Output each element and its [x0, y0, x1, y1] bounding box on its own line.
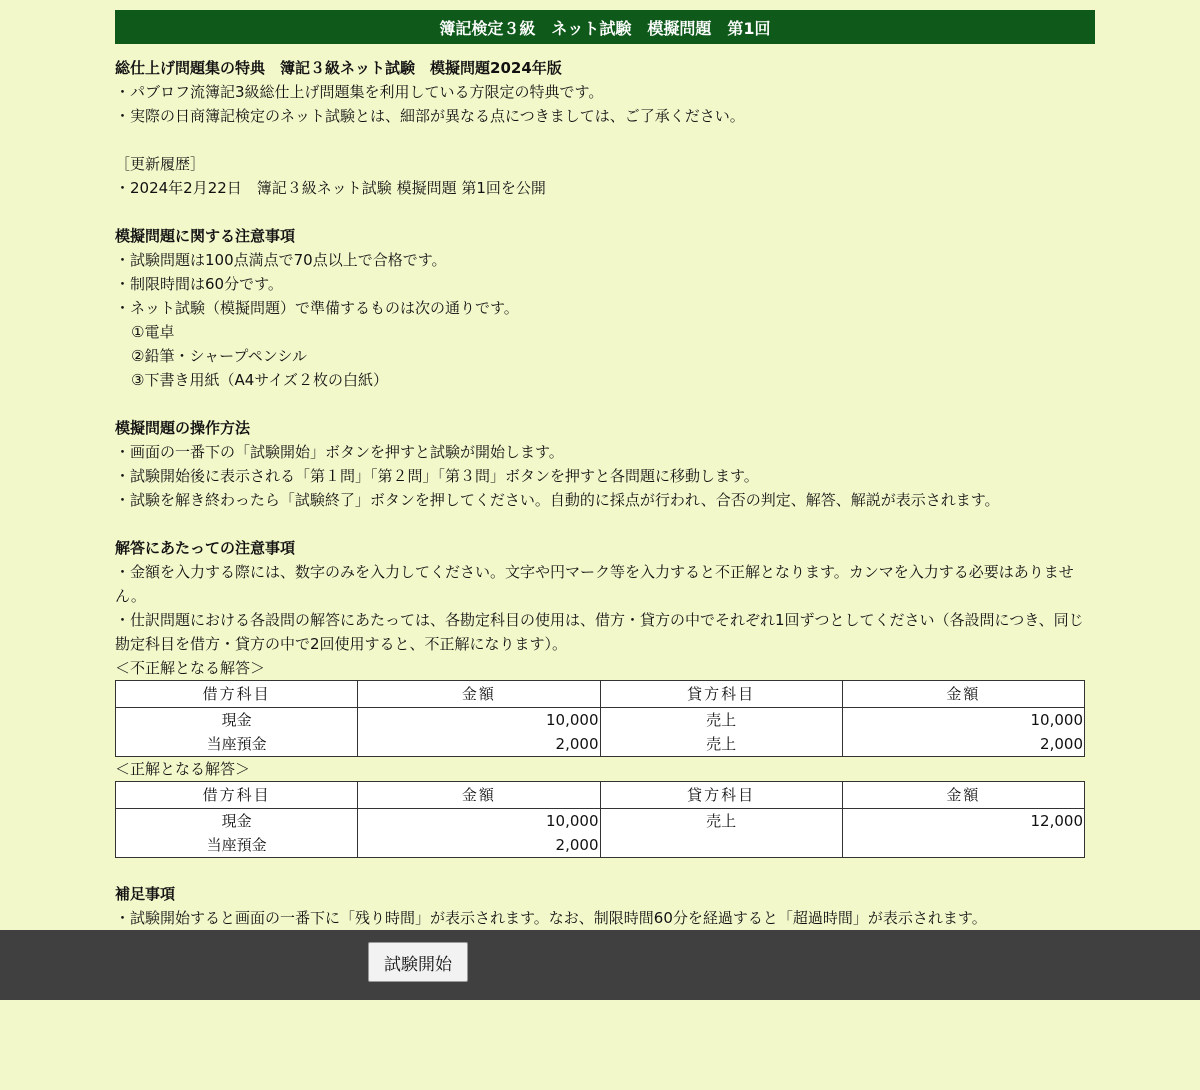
intro-line: ・パブロフ流簿記3級総仕上げ問題集を利用している方限定の特典です。 — [115, 83, 604, 101]
notes-line: ・試験問題は100点満点で70点以上で合格です。 — [115, 251, 447, 269]
table-row — [116, 708, 1085, 757]
operation-line: ・試験を解き終わったら「試験終了」ボタンを押してください。自動的に採点が行われ、合否の判定、解答、解説が表示されます。 — [115, 491, 1000, 509]
header-debit-amount: 金額 — [358, 782, 600, 809]
supplement-heading: 補足事項 — [115, 885, 176, 903]
credit-amount: 10,000 — [1030, 711, 1083, 729]
prep-item: ①電卓 — [131, 323, 175, 341]
credit-amounts-cell — [842, 809, 1084, 858]
header-debit-account: 借方科目 — [116, 681, 358, 708]
incorrect-answer-table — [115, 680, 1085, 757]
credit-accounts-cell — [600, 809, 842, 858]
debit-account: 現金 — [221, 711, 252, 729]
header-credit-account: 貸方科目 — [600, 681, 842, 708]
debit-amount: 10,000 — [546, 711, 599, 729]
page-title: 簿記検定３級 ネット試験 模擬問題 第1回 — [115, 10, 1095, 44]
page — [115, 10, 1095, 930]
credit-amount: 12,000 — [1030, 812, 1083, 830]
credit-accounts-cell — [600, 708, 842, 757]
notes-heading: 模擬問題に関する注意事項 — [115, 227, 296, 245]
notes-line: ・制限時間は60分です。 — [115, 275, 283, 293]
credit-amounts-cell — [842, 708, 1084, 757]
operation-heading: 模擬問題の操作方法 — [115, 419, 251, 437]
table-row — [116, 809, 1085, 858]
answer-notes-heading: 解答にあたっての注意事項 — [115, 539, 296, 557]
header-credit-amount: 金額 — [842, 782, 1084, 809]
credit-account: 売上 — [706, 812, 737, 830]
header-credit-amount: 金額 — [842, 681, 1084, 708]
debit-accounts-cell — [116, 708, 358, 757]
correct-label: ＜正解となる解答＞ — [115, 760, 251, 778]
debit-amount: 2,000 — [555, 836, 599, 854]
debit-account: 当座預金 — [206, 735, 267, 753]
operation-line: ・画面の一番下の「試験開始」ボタンを押すと試験が開始します。 — [115, 443, 564, 461]
incorrect-label: ＜不正解となる解答＞ — [115, 659, 266, 677]
answer-notes-line: ・仕訳問題における各設問の解答にあたっては、各勘定科目の使用は、借方・貸方の中でそれぞれ1回ずつとしてください（各設問につき、同じ勘定科目を借方・貸方の中で2回使用すると、不正解になります）。 — [115, 611, 1084, 653]
credit-amount: 2,000 — [1040, 735, 1083, 753]
debit-amounts-cell — [358, 708, 600, 757]
credit-account: 売上 — [706, 735, 737, 753]
history-heading: ［更新履歴］ — [115, 155, 206, 173]
start-exam-button[interactable]: 試験開始 — [368, 942, 468, 982]
intro-line: ・実際の日商簿記検定のネット試験とは、細部が異なる点につきましては、ご了承ください。 — [115, 107, 745, 125]
debit-accounts-cell — [116, 809, 358, 858]
notes-line: ・ネット試験（模擬問題）で準備するものは次の通りです。 — [115, 299, 519, 317]
header-debit-account: 借方科目 — [116, 782, 358, 809]
debit-amounts-cell — [358, 809, 600, 858]
header-debit-amount: 金額 — [358, 681, 600, 708]
credit-account: 売上 — [706, 711, 737, 729]
header-credit-account: 貸方科目 — [600, 782, 842, 809]
main-content — [115, 56, 1095, 930]
supplement-line: ・試験開始すると画面の一番下に「残り時間」が表示されます。なお、制限時間60分を経過すると「超過時間」が表示されます。 — [115, 909, 987, 927]
operation-line: ・試験開始後に表示される「第１問」「第２問」「第３問」ボタンを押すと各問題に移動します。 — [115, 467, 759, 485]
debit-account: 現金 — [221, 812, 252, 830]
prep-item: ③下書き用紙（A4サイズ２枚の白紙） — [131, 371, 389, 389]
debit-amount: 2,000 — [555, 735, 599, 753]
intro-heading: 総仕上げ問題集の特典 簿記３級ネット試験 模擬問題2024年版 — [115, 59, 562, 77]
answer-notes-line: ・金額を入力する際には、数字のみを入力してください。文字や円マーク等を入力すると不正解となります。カンマを入力する必要はありません。 — [115, 563, 1074, 605]
debit-amount: 10,000 — [546, 812, 599, 830]
debit-account: 当座預金 — [206, 836, 267, 854]
prep-item: ②鉛筆・シャープペンシル — [131, 347, 308, 365]
footer-bar — [0, 930, 1200, 1000]
history-line: ・2024年2月22日 簿記３級ネット試験 模擬問題 第1回を公開 — [115, 179, 546, 197]
correct-answer-table — [115, 781, 1085, 858]
